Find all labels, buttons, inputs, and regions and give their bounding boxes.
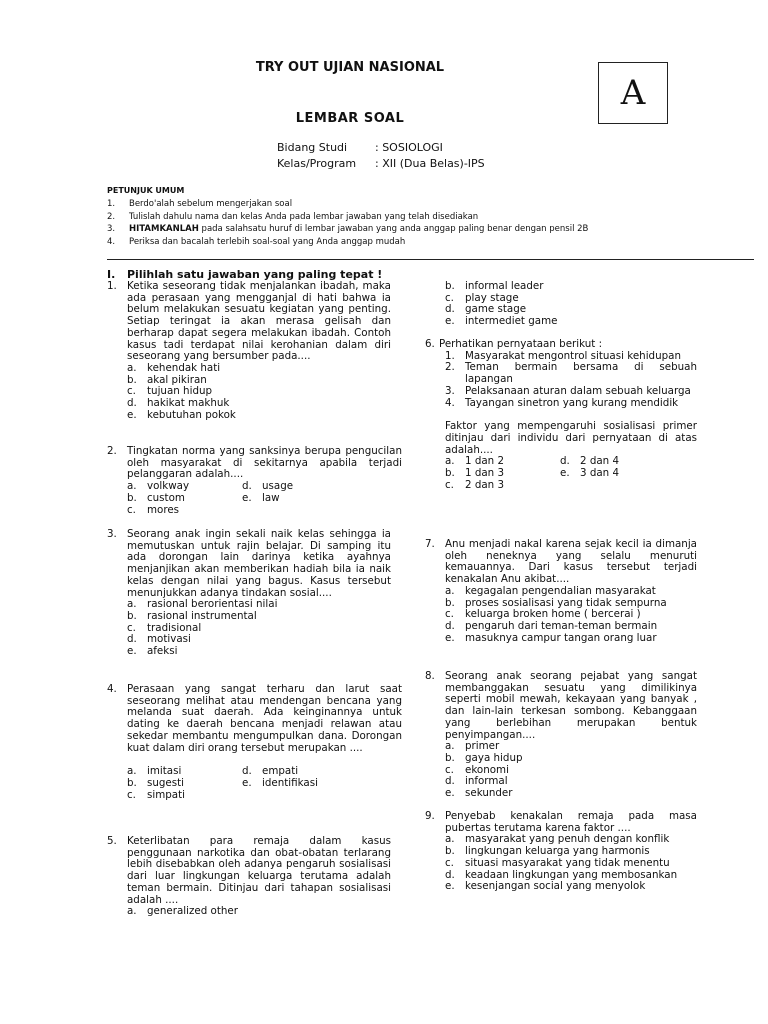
paket-label: A: [620, 73, 646, 113]
meta-bidang: [277, 141, 443, 154]
question-text: Perhatikan pernyataan berikut :: [439, 338, 603, 350]
question-8: 8. Seorang anak seorang pejabat yang sangat membanggakan sesuatu yang dimilikinya seperti mobil mewah, kekayaan yang banyak , dan lain-lain terkesan sombong. Kebanggaan yang berlebihan merupakan bentuk penyimpangan.... a. primer b. gaya hidup c. ekonomi d. informal e. sekunder: [425, 670, 697, 800]
question-text: Tingkatan norma yang sanksinya berupa pengucilan oleh masyarakat di sekitarnya apabila terjadi pelanggaran adalah....: [127, 445, 402, 481]
petunjuk-item: 4. Periksa dan bacalah terlebih soal-soal yang Anda anggap mudah: [107, 237, 406, 247]
question-text-2: Faktor yang mempengaruhi sosialisasi primer ditinjau dari individu dari pernyataan di atas adalah....: [445, 420, 697, 456]
kelas-label: Kelas/Program: [277, 157, 357, 170]
petunjuk-item: 3. HITAMKANLAH pada salahsatu huruf di lembar jawaban yang anda anggap paling benar dengan pensil 2B: [107, 224, 589, 234]
option[interactable]: a. 1 dan 2: [445, 455, 505, 468]
question-text: Ketika seseorang tidak menjalankan ibadah, maka ada perasaan yang mengganjal di hati bahwa ia belum melakukan sesuatu kegiatan yang penting. Setiap teringat ia akan merasa gelisah dan berharap dapat segera melakukan ibadah. Contoh kasus tadi terdapat nilai kerohanian dalam diri seseorang yang bersumber pada....: [127, 280, 391, 363]
option[interactable]: b. custom: [127, 491, 185, 504]
kelas-value: : XII (Dua Belas)-IPS: [375, 157, 485, 170]
option[interactable]: e. kebutuhan pokok: [127, 408, 236, 421]
petunjuk-item: 2. Tulislah dahulu nama dan kelas Anda pada lembar jawaban yang telah disediakan: [107, 212, 479, 222]
question-3: 3. Seorang anak ingin sekali naik kelas sehingga ia memutuskan untuk rajin belajar. Di samping itu ada dorongan lain darinya ketika ayahnya menjanjikan akan memberikan hadiah bila ia naik kelas dengan nilai yang bagus. Kasus tersebut menunjukkan adanya tindakan sosial.... a. rasional berorientasi nilai b. rasional instrumental c. tradisional d. motivasi e. afeksi: [107, 528, 391, 658]
options: [445, 586, 697, 645]
list-item: 3. Pelaksanaan aturan dalam sebuah keluarga: [445, 384, 691, 397]
option[interactable]: c. mores: [127, 503, 180, 516]
option[interactable]: e. law: [242, 491, 280, 504]
option[interactable]: c. keluarga broken home ( bercerai ): [445, 608, 641, 621]
option[interactable]: d. pengaruh dari teman-teman bermain: [445, 619, 658, 632]
option[interactable]: b. 1 dan 3: [445, 467, 505, 480]
question-9: 9. Penyebab kenakalan remaja pada masa pubertas terutama karena faktor .... a. masyarakat yang penuh dengan konflik b. lingkungan keluarga yang harmonis c. situasi masyarakat yang tidak menentu d. keadaan lingkungan yang membosankan e. kesenjangan social yang menyolok: [425, 810, 697, 893]
question-4: 4. Perasaan yang sangat terharu dan larut saat seseorang melihat atau mendengan bencana yang melanda suat daerah. Ada keinginannya untuk dating ke daerah bencana menjadi relawan atau sekedar membantu mengumpulkan dana. Dorongan kuat dalam diri orang tersebut merupakan .... a. imitasi d. empati b. sugesti e. identifikasi c. simpati: [107, 683, 402, 801]
option[interactable]: a. imitasi: [127, 765, 182, 778]
statement-list: [445, 351, 697, 410]
option[interactable]: e. 3 dan 4: [560, 467, 620, 480]
option[interactable]: b. rasional instrumental: [127, 609, 257, 622]
bidang-value: : SOSIOLOGI: [375, 141, 443, 154]
option[interactable]: a. generalized other: [127, 905, 238, 918]
list-item: 1. Masyarakat mengontrol situasi kehidupan: [445, 349, 681, 362]
list-item: 2. Teman bermain bersama di sebuah lapangan: [445, 361, 697, 386]
option[interactable]: b. akal pikiran: [127, 373, 207, 386]
question-1: 1. Ketika seseorang tidak menjalankan ibadah, maka ada perasaan yang mengganjal di hati bahwa ia belum melakukan sesuatu kegiatan yang penting. Setiap teringat ia akan merasa gelisah dan berharap dapat segera melakukan ibadah. Contoh kasus tadi terdapat nilai kerohanian dalam diri seseorang yang bersumber pada.... a. kehendak hati b. akal pikiran c. tujuan hidup d. hakikat makhuk e. kebutuhan pokok: [107, 280, 391, 421]
question-7: 7. Anu menjadi nakal karena sejak kecil ia dimanja oleh neneknya yang selalu menuruti kemauannya. Dari kasus tersebut terjadi kenakalan Anu akibat.... a. kegagalan pengendalian masyarakat b. proses sosialisasi yang tidak sempurna c. keluarga broken home ( bercerai ) d. pengaruh dari teman-teman bermain e. masuknya campur tangan orang luar: [425, 538, 697, 644]
question-text: Anu menjadi nakal karena sejak kecil ia dimanja oleh neneknya yang selalu menuruti kemauannya. Dari kasus tersebut terjadi kenakalan Anu akibat....: [445, 538, 697, 586]
options: [127, 599, 391, 658]
option[interactable]: e. identifikasi: [242, 776, 318, 789]
section-heading: I. Pilihlah satu jawaban yang paling tepat !: [107, 268, 383, 281]
option[interactable]: b. informal leader: [445, 280, 544, 292]
question-text: Seorang anak seorang pejabat yang sangat membanggakan sesuatu yang dimilikinya seperti mobil mewah, kekayaan yang banyak , dan lain-lain terkesan sombong. Kebanggaan yang berlebihan merupakan bentuk penyimpangan....: [445, 670, 697, 741]
question-5-continued: [425, 281, 557, 328]
option[interactable]: c. tradisional: [127, 621, 202, 634]
option[interactable]: c. tujuan hidup: [127, 385, 213, 398]
option[interactable]: e. masuknya campur tangan orang luar: [445, 631, 657, 644]
options: [445, 834, 697, 893]
option[interactable]: a. kehendak hati: [127, 361, 221, 374]
option[interactable]: d. usage: [242, 480, 294, 493]
options: [127, 363, 391, 422]
paket-box: [598, 62, 668, 124]
option[interactable]: d. keadaan lingkungan yang membosankan: [445, 868, 678, 881]
option[interactable]: d. 2 dan 4: [560, 455, 620, 468]
options: [445, 741, 697, 800]
option[interactable]: d. hakikat makhuk: [127, 397, 230, 410]
option[interactable]: c. ekonomi: [445, 763, 509, 776]
option[interactable]: a. masyarakat yang penuh dengan konflik: [445, 833, 670, 846]
question-6: 6. Perhatikan pernyataan berikut : 1. Masyarakat mengontrol situasi kehidupan 2. Teman bermain bersama di sebuah lapangan 3. Pelaksanaan aturan dalam sebuah keluarga 4. Tayangan sinetron yang kurang mendidik Faktor yang mempengaruhi sosialisasi primer ditinjau dari individu dari pernyataan di atas adalah.... a. 1 dan 2 d. 2 dan 4 b. 1 dan 3 e. 3 dan 4 c. 2 dan 3: [425, 339, 697, 491]
option[interactable]: a. kegagalan pengendalian masyarakat: [445, 584, 656, 597]
option[interactable]: d. informal: [445, 775, 508, 788]
option[interactable]: d. motivasi: [127, 633, 191, 646]
meta-kelas: [277, 157, 485, 170]
option[interactable]: c. 2 dan 3: [445, 478, 505, 491]
option[interactable]: b. lingkungan keluarga yang harmonis: [445, 845, 650, 858]
option[interactable]: b. gaya hidup: [445, 751, 523, 764]
option[interactable]: c. situasi masyarakat yang tidak menentu: [445, 856, 670, 869]
option[interactable]: e. sekunder: [445, 787, 513, 800]
option[interactable]: e. intermediet game: [445, 315, 558, 328]
option[interactable]: c. simpati: [127, 788, 185, 801]
options: [445, 281, 557, 328]
option[interactable]: b. proses sosialisasi yang tidak sempurna: [445, 596, 667, 609]
options: [127, 766, 402, 801]
petunjuk-heading: PETUNJUK UMUM: [107, 186, 185, 195]
question-2: 2. Tingkatan norma yang sanksinya berupa pengucilan oleh masyarakat di sekitarnya apabila terjadi pelanggaran adalah.... a. volkway d. usage b. custom e. law c. mores: [107, 445, 402, 516]
question-text: Seorang anak ingin sekali naik kelas sehingga ia memutuskan untuk rajin belajar. Di samping itu ada dorongan lain darinya ketika ayahnya menjanjikan akan memberikan hadiah bila ia naik kelas dengan nilai yang bagus. Kasus tersebut menunjukkan adanya tindakan sosial....: [127, 528, 391, 599]
page-title: TRY OUT UJIAN NASIONAL: [255, 60, 445, 75]
options: [445, 456, 697, 491]
question-5: 5. Keterlibatan para remaja dalam kasus penggunaan narkotika dan obat-obatan terlarang lebih disebabkan oleh adanya pengaruh sosialisasi dari luar lingkungan keluarga terutama adalah teman bermain. Ditinjau dari tahapan sosialisasi adalah .... a. generalized other: [107, 835, 391, 918]
page-subtitle: LEMBAR SOAL: [295, 111, 405, 126]
options: [127, 481, 402, 516]
divider: [107, 259, 754, 260]
question-text: Perasaan yang sangat terharu dan larut saat seseorang melihat atau mendengan bencana yang melanda suat daerah. Ada keinginannya untuk dating ke daerah bencana menjadi relawan atau sekedar membantu mengumpulkan dana. Dorongan kuat dalam diri orang tersebut merupakan ....: [127, 683, 402, 754]
option[interactable]: e. kesenjangan social yang menyolok: [445, 880, 646, 893]
option[interactable]: e. afeksi: [127, 645, 178, 658]
option[interactable]: c. play stage: [445, 291, 519, 304]
question-text: Penyebab kenakalan remaja pada masa pubertas terutama karena faktor ....: [445, 810, 697, 834]
option[interactable]: b. sugesti: [127, 776, 185, 789]
option[interactable]: a. primer: [445, 740, 500, 753]
option[interactable]: d. game stage: [445, 303, 527, 316]
option[interactable]: d. empati: [242, 765, 299, 778]
question-text: Keterlibatan para remaja dalam kasus penggunaan narkotika dan obat-obatan terlarang lebih disebabkan oleh adanya pengaruh sosialisasi dari luar lingkungan keluarga terutama adalah teman bermain. Ditinjau dari tahapan sosialisasi adalah ....: [127, 835, 391, 906]
option[interactable]: a. volkway: [127, 480, 190, 493]
options: [127, 906, 391, 918]
petunjuk-item: 1. Berdo'alah sebelum mengerjakan soal: [107, 199, 293, 209]
option[interactable]: a. rasional berorientasi nilai: [127, 598, 278, 611]
list-item: 4. Tayangan sinetron yang kurang mendidik: [445, 396, 679, 409]
bidang-label: Bidang Studi: [277, 141, 348, 154]
